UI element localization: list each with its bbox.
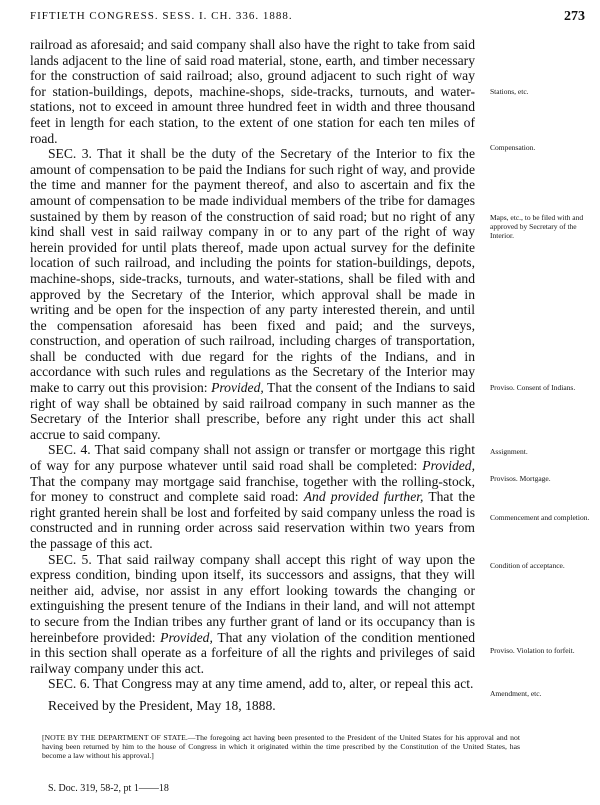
- paragraph-sec-4: [30, 442, 475, 551]
- sec-5-text: SEC. 5. That said railway company shall accept this right of way upon the express condition, binding upon itself, its successors and assigns, that they will neither aid, advise, nor assist in any effort looking towards the changing or extinguishing the present tenure of the Indians in their land, and will not attempt to secure from the Indian tribes any further grant of land or its occupancy than is hereinbefore provided:: [30, 551, 475, 645]
- running-head: FIFTIETH CONGRESS. SESS. I. CH. 336. 1888.: [30, 10, 293, 22]
- paragraph-sec-5: [30, 552, 475, 677]
- sec-3-proviso: Provided,: [211, 380, 264, 396]
- received-line: Received by the President, May 18, 1888.: [48, 697, 276, 713]
- margin-note-violation: Proviso. Violation to forfeit.: [490, 646, 575, 655]
- page-number: 273: [564, 9, 585, 24]
- sec-4-proviso-further: And provided further,: [303, 489, 424, 505]
- department-of-state-note: [NOTE BY THE DEPARTMENT OF STATE.—The foregoing act having been presented to the President of the United States for his approval and not having been returned by him to the house of Congress in which it originated within the time prescribed by the Constitution of the United States, has become a law without his approval.]: [42, 733, 520, 760]
- page-header: [30, 10, 585, 28]
- signature-footer: S. Doc. 319, 58-2, pt 1——18: [48, 783, 169, 794]
- sec-4-text-mid: That the company may mortgage said franchise, together with the rolling-stock, for money to construct and complete said road:: [30, 473, 475, 505]
- paragraph-sec-6: SEC. 6. That Congress may at any time amend, add to, alter, or repeal this act.: [48, 676, 474, 692]
- sec-5-proviso: Provided,: [160, 629, 213, 645]
- sec-3-text: SEC. 3. That it shall be the duty of the Secretary of the Interior to fix the amount of compensation to be paid the Indians for such right of way, and provide the time and manner for the payment thereof, and also to ascertain and fix the amount of compensation to be made individual members of the tribe for damages sustained by them by reason of the construction of said road; but no right of any kind shall vest in said railway company in or to any part of the right of way herein provided for until plats thereof, made upon actual survey for the definite location of such railroad, and including the points for station-buildings, depots, machine-shops, side-tracks, turnouts, and water-stations, shall be filed with and approved by the Secretary of the Interior, which approval shall be made in writing and be open for the inspection of any party interested therein, and until the compensation aforesaid has been fixed and paid; and the surveys, construction, and operation of such railroad, including charges of transportation, shall be conducted with due regard for the rights of the Indians, and in accordance with such rules and regulations as the Secretary of the Interior may make to carry out this provision:: [30, 146, 475, 396]
- margin-note-compensation: Compensation.: [490, 143, 536, 152]
- margin-note-consent: Proviso. Consent of Indians.: [490, 383, 576, 392]
- margin-note-assignment: Assignment.: [490, 447, 528, 456]
- margin-note-amendment: Amendment, etc.: [490, 689, 542, 698]
- margin-note-mortgage: Provisos. Mortgage.: [490, 474, 551, 483]
- margin-note-maps: Maps, etc., to be filed with and approved by Secretary of the Interior.: [490, 213, 584, 240]
- statute-body: [30, 37, 475, 714]
- sec-5-text-end: That any violation of the condition mentioned in this section shall operate as a forfeiture of all the rights and privileges of said railway company under this act.: [30, 629, 475, 676]
- margin-note-stations: Stations, etc.: [490, 87, 529, 96]
- margin-note-acceptance: Condition of acceptance.: [490, 561, 565, 570]
- paragraph-railroad-materials: railroad as aforesaid; and said company shall also have the right to take from said lands adjacent to the line of said road material, stone, earth, and timber necessary for the construction of said railroad; also, ground adjacent to such right of way for station-buildings, depots, machine-shops, side-tracks, turnouts, and water-stations, not to exceed in amount three hundred feet in width and three thousand feet in length for each station, to the extent of one station for each ten miles of road.: [30, 37, 475, 146]
- sec-4-text: SEC. 4. That said company shall not assign or transfer or mortgage this right of way for any purpose whatever until said road shall be completed:: [30, 442, 475, 474]
- sec-4-text-end: That the right granted herein shall be lost and forfeited by said company unless the road is constructed and in running order across said reservation within two years from the passage of this act.: [30, 489, 475, 551]
- paragraph-sec-3: [30, 146, 475, 442]
- margin-note-completion: Commencement and completion.: [490, 513, 590, 522]
- sec-4-proviso: Provided,: [422, 458, 475, 474]
- sec-3-text-end: That the consent of the Indians to said right of way shall be obtained by said railroad company in such manner as the Secretary of the Interior shall prescribe, before any right under this act shall accrue to said company.: [30, 380, 475, 442]
